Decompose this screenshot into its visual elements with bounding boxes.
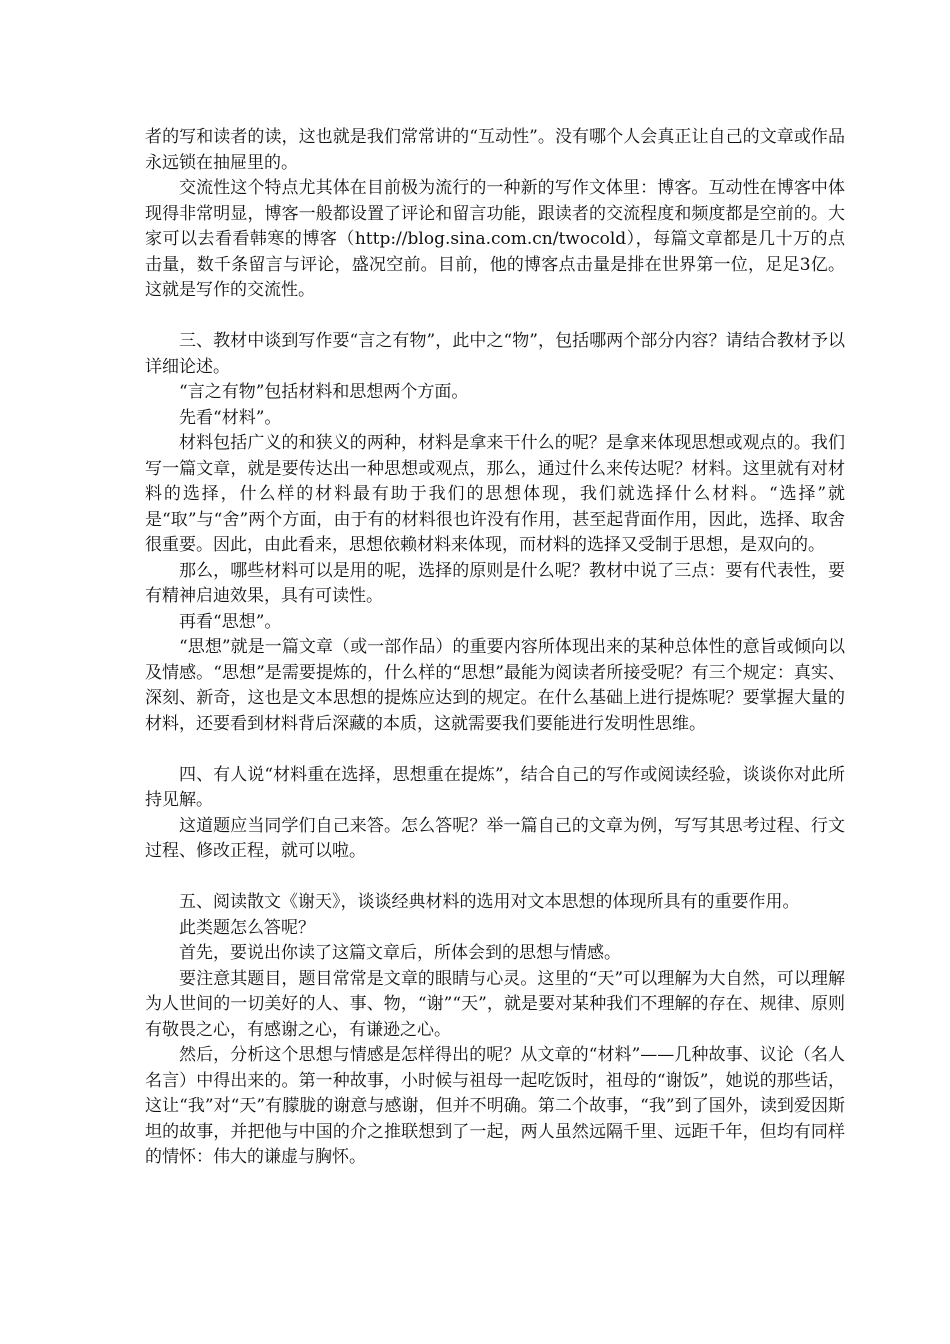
section-gap [145, 304, 845, 330]
paragraph-2: 交流性这个特点尤其体在目前极为流行的一种新的写作文体里：博客。互动性在博客中体现得非常明显，博客一般都设置了评论和留言功能，跟读者的交流程度和频度都是空前的。大家可以去看看韩寒的博客（http://blog.sina.com.cn/twocold），每篇文章都是几十万的点击量，数千条留言与评论，盛况空前。目前，他的博客点击量是排在世界第一位，足足3亿。这就是写作的交流性。 [145, 178, 845, 300]
section-gap [145, 865, 845, 891]
paragraph-13: 此类题怎么答呢？ [179, 917, 315, 938]
paragraph-5: 先看“材料”。 [179, 407, 282, 428]
paragraph-11: 这道题应当同学们自己来答。怎么答呢？举一篇自己的文章为例，写写其思考过程、行文过程、修改正程，就可以啦。 [145, 815, 845, 861]
paragraph-16: 然后，分析这个思想与情感是怎样得出的呢？从文章的“材料”——几种故事、议论（名人名言）中得出来的。第一种故事，小时候与祖母一起吃饭时，祖母的“谢饭”，她说的那些话，这让“我”对“天”有朦胧的谢意与感谢，但并不明确。第二个故事，“我”到了国外，读到爱因斯坦的故事，并把他与中国的介之推联想到了一起，两人虽然远隔千里、远距千年，但均有同样的情怀：伟大的谦虚与胸怀。 [145, 1045, 845, 1167]
paragraph-1: 者的写和读者的读，这也就是我们常常讲的“互动性”。没有哪个人会真正让自己的文章或作品永远锁在抽屉里的。 [145, 127, 845, 173]
paragraph-7: 那么，哪些材料可以是用的呢，选择的原则是什么呢？教材中说了三点：要有代表性，要有精神启迪效果，具有可读性。 [145, 560, 845, 606]
question-4-heading: 四、有人说“材料重在选择，思想重在提炼”，结合自己的写作或阅读经验，谈谈你对此所持见解。 [145, 764, 845, 810]
paragraph-4: “言之有物”包括材料和思想两个方面。 [179, 382, 469, 402]
section-gap [145, 737, 845, 763]
question-3-heading: 三、教材中谈到写作要“言之有物”，此中之“物”，包括哪两个部分内容？请结合教材予以详细论述。 [145, 331, 845, 377]
question-5-heading: 五、阅读散文《谢天》，谈谈经典材料的选用对文本思想的体现所具有的重要作用。 [179, 892, 800, 912]
document-body [145, 125, 845, 1171]
paragraph-14: 首先，要说出你读了这篇文章后，所体会到的思想与情感。 [179, 943, 621, 963]
paragraph-6: 材料包括广义的和狭义的两种，材料是拿来干什么的呢？是拿来体现思想或观点的。我们写一篇文章，就是要传达出一种思想或观点，那么，通过什么来传达呢？材料。这里就有对材料的选择，什么样的材料最有助于我们的思想体现，我们就选择什么材料。“选择”就是“取”与“舍”两个方面，由于有的材料很也许没有作用，甚至起背面作用，因此，选择、取舍很重要。因此，由此看来，思想依赖材料来体现，而材料的选择又受制于思想，是双向的。 [145, 433, 845, 555]
paragraph-8: 再看“思想”。 [179, 611, 282, 632]
paragraph-15: 要注意其题目，题目常常是文章的眼睛与心灵。这里的“天”可以理解为大自然，可以理解为人世间的一切美好的人、事、物，“谢”“天”，就是要对某种我们不理解的存在、规律、原则有敬畏之心，有感谢之心，有谦逊之心。 [145, 968, 845, 1040]
paragraph-9: “思想”就是一篇文章（或一部作品）的重要内容所体现出来的某种总体性的意旨或倾向以及情感。“思想”是需要提炼的，什么样的“思想”最能为阅读者所接受呢？有三个规定：真实、深刻、新奇，这也是文本思想的提炼应达到的规定。在什么基础上进行提炼呢？要掌握大量的材料，还要看到材料背后深藏的本质，这就需要我们要能进行发明性思维。 [145, 637, 845, 734]
